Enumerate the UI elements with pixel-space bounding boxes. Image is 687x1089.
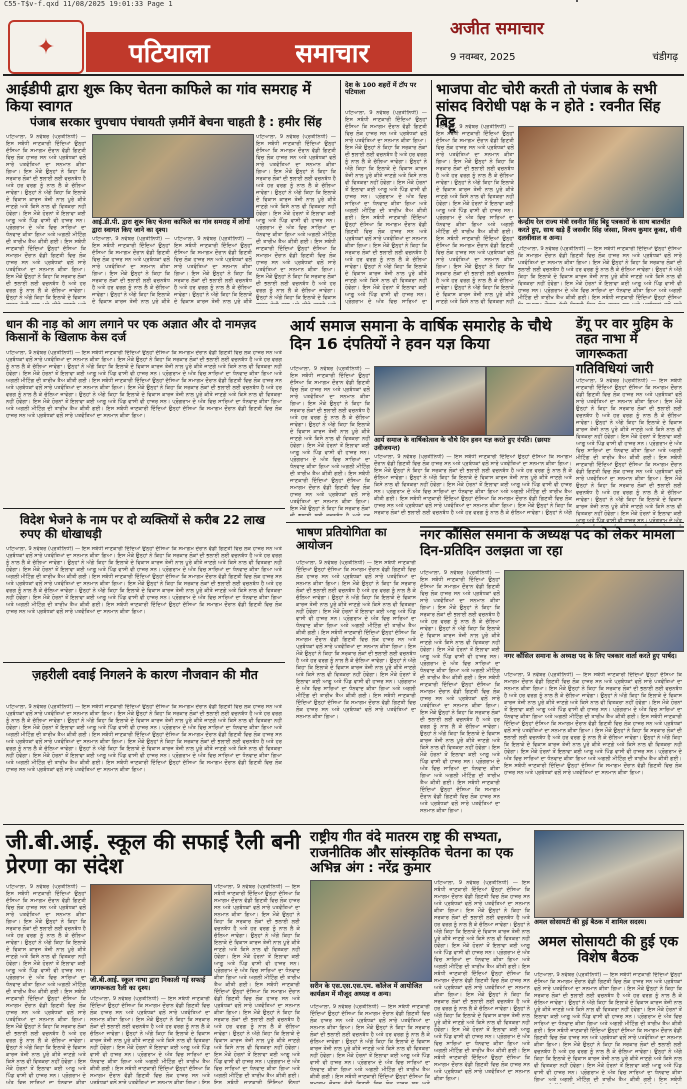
story1-subhead: पंजाब सरकार चुपचाप पंचायती ज़मीनें बेचना चाहती है : हमीर सिंह (30, 115, 322, 129)
story12-caption: सरीन के एस.एस.एस.एम. कॉलेज में आयोजित कार्यक्रम में मौजूद अध्यक्ष व अन्य। (310, 982, 423, 998)
row-divider (3, 662, 285, 663)
story8-photo (504, 570, 684, 652)
print-slug: C55-T$v-f.qxd 11/08/2025 19:01:33 Page 1 (4, 0, 173, 8)
story8-body (420, 570, 500, 820)
story2-headline: भाजपा वोट चोरी करती तो पंजाब के सभी सांसद विरोधी पक्ष के न होते : रवनीत सिंह बिट्टू (436, 82, 661, 132)
column-divider (340, 80, 341, 310)
story4-headline: आर्य समाज समाना के वार्षिक समारोह के चौथे दिन 16 दंपतियों ने हवन यज्ञ किया (290, 317, 552, 353)
story6-body (6, 546, 282, 658)
spacer (576, 0, 578, 2)
story10-headline: ज़हरीली दवाई निगलने के कारण नौजवान की मौत (32, 667, 258, 682)
story4-body-2 (374, 454, 572, 516)
story12-body (310, 1004, 430, 1084)
masthead-emblem: ✦ (8, 20, 84, 74)
story2-body-2 (518, 246, 682, 304)
story12-headline: राष्ट्रीय गीत वंदे मातरम राष्ट्र की सभ्यता, राजनीतिक और सांस्कृतिक चेतना का एक अभिन्न अंग : नरेंद्र कुमार (310, 829, 514, 877)
story1-headline: आईडीपी द्वारा शुरू किए चेतना काफिले का गांव समराह में किया स्वागत (6, 82, 312, 115)
story1-column-3 (174, 236, 252, 304)
story1-column-2 (92, 236, 170, 304)
story13-photo (534, 830, 684, 918)
story4-photo-2 (486, 366, 574, 436)
story7-body (296, 560, 416, 820)
story5-headline: डेंगू पर वार मुहिम के तहत नाभा में जागरूकता गतिविधियां जारी (576, 317, 673, 377)
row-divider (3, 508, 285, 509)
story12-body-2 (434, 880, 530, 1084)
story4-photo-1 (374, 366, 486, 436)
masthead-title (86, 32, 412, 72)
brand-name: अजीत समाचार (450, 19, 544, 39)
story11-headline: जी.बी.आई. स्कूल की सफाई रैली बनी प्रेरणा का संदेश (6, 830, 301, 879)
story5-body (576, 378, 682, 528)
story1-column-1 (6, 134, 86, 304)
story11-photo (90, 884, 212, 976)
story11-body (6, 884, 86, 1084)
edition-date: 9 नवम्बर, 2025 (450, 52, 516, 63)
row-divider (286, 522, 684, 523)
story1-caption: आई.डी.पी. द्वारा शुरू किए चेतना काफिले का गांव समराह में लोगों द्वारा स्वागत किए जाने का दृश्य। (92, 218, 250, 234)
story13-caption: अमल सोसायटी की हुई बैठक में शामिल सदस्य। (534, 918, 647, 926)
story4-body (290, 366, 370, 516)
masthead-brand-block (450, 16, 678, 68)
story3-body (6, 350, 282, 505)
masthead-title-word1: पटियाला (128, 39, 210, 69)
story14-body (345, 110, 427, 305)
story11-caption: जी.बी.आई. स्कूल नाभा द्वारा निकाली गई सफाई जागरूकता रैली का दृश्य। (90, 976, 206, 992)
story2-photo (518, 126, 684, 218)
story8-caption: नगर कौंसिल समाना के अध्यक्ष पद के लिए पत्रकार वार्ता करते हुए पार्षद। (504, 652, 677, 660)
story1-column-4 (256, 134, 336, 304)
story2-body (436, 124, 514, 304)
story13-headline: अमल सोसायटी की हुई एक विशेष बैठक (537, 934, 679, 967)
story12-photo (310, 880, 432, 982)
story8-headline: नगर कौंसिल समाना के अध्यक्ष पद को लेकर मामला दिन-प्रतिदिन उलझता जा रहा (420, 527, 675, 559)
story13-body (534, 972, 682, 1084)
story2-caption: केन्द्रीय रेल राज्य मंत्री रवनीत सिंह बिट्टू पत्रकारों के साथ बातचीत करते हुए, साथ खड़े हैं जसवीर सिंह जस्सा, विजय कुमार कूका, सीनी दलवीवाल व अन्य। (518, 218, 682, 242)
story11-body-2 (90, 996, 210, 1084)
story6-headline: विदेश भेजने के नाम पर दो व्यक्तियों से करीब 22 लाख रुपए की धोखाधड़ी (20, 513, 265, 541)
story14-headline: देश के 100 शहरों में टॉप पर पटियाला (345, 81, 417, 97)
row-divider (3, 312, 684, 313)
story10-body (6, 704, 282, 820)
story4-caption: आर्य समाज के वार्षिकोत्सव के चौथे दिन हवन यज्ञ करते हुए दंपति। (छायाः उवीजयन्त) (374, 436, 551, 452)
masthead-title-word2: समाचार (295, 39, 370, 69)
edition-city: चंडीगढ़ (652, 52, 678, 63)
story1-photo (92, 134, 254, 218)
row-divider (3, 824, 684, 825)
story7-headline: भाषण प्रतियोगिता का आयोजन (296, 525, 387, 553)
story3-headline: धान की नाड़ को आग लगाने पर एक अज्ञात और दो नामज़द किसानों के खिलाफ केस दर्ज (6, 317, 257, 345)
story11-body-3 (214, 884, 300, 1084)
story8-body-2 (504, 672, 682, 820)
column-divider (431, 80, 432, 310)
